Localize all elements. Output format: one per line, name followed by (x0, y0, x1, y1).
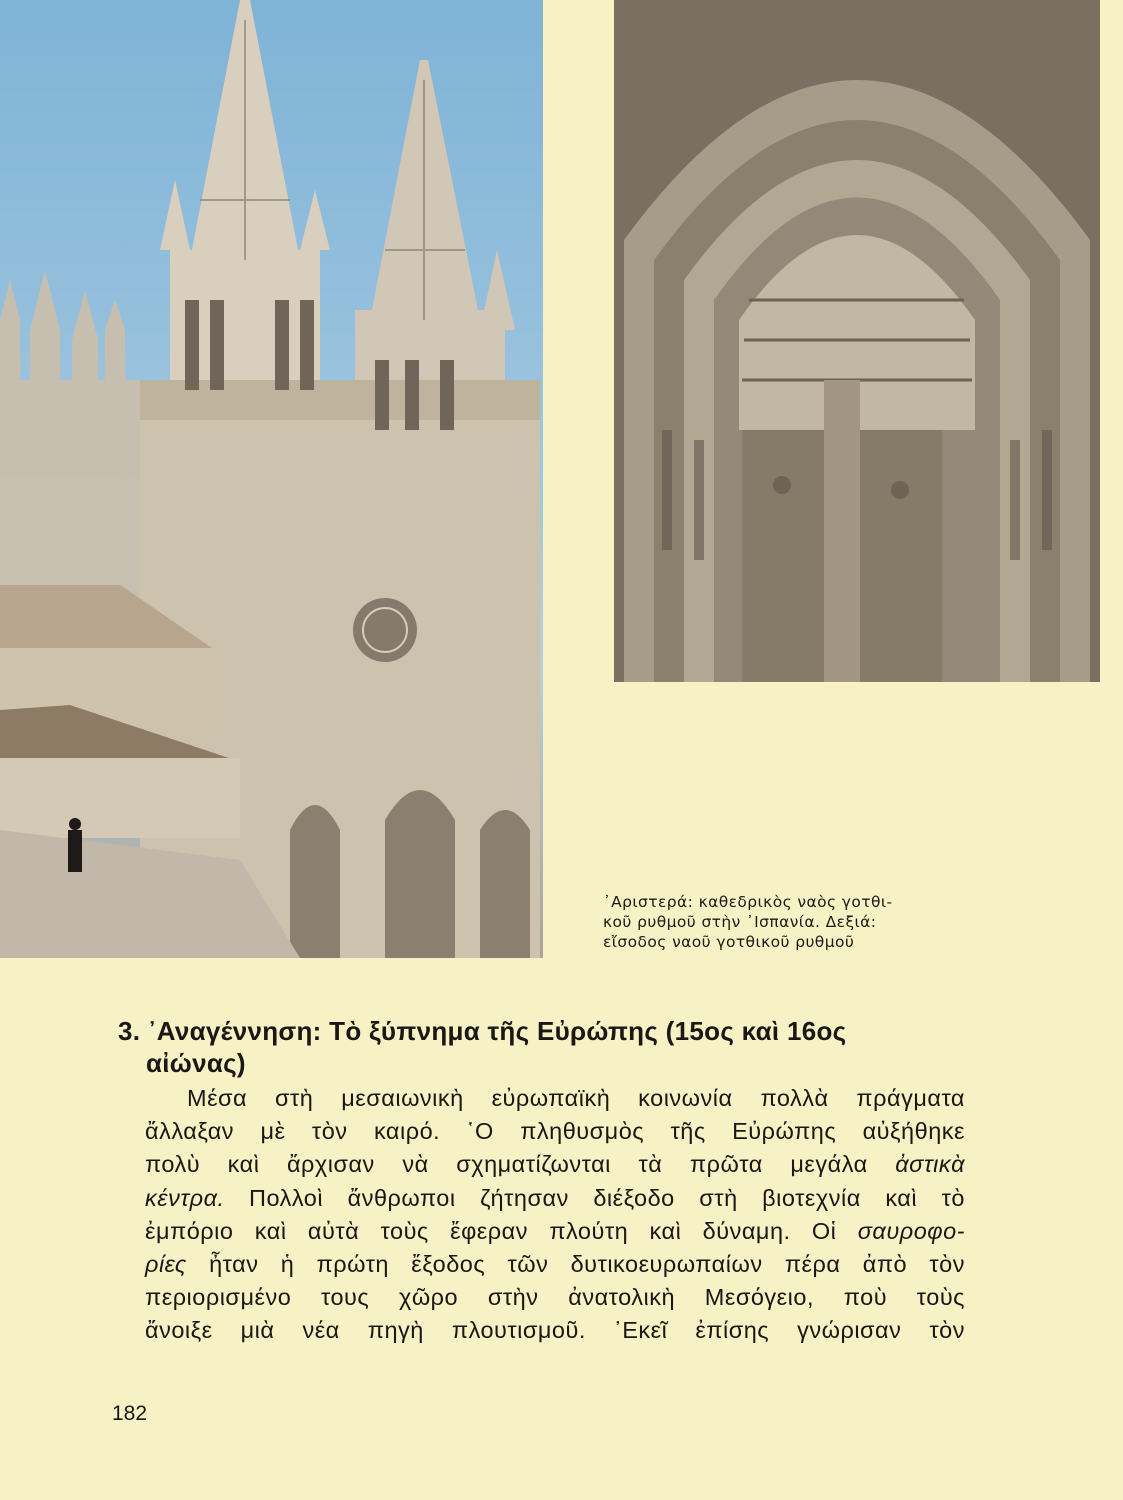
cathedral-photo (0, 0, 543, 958)
body-text-run: ἦταν ἡ πρώτη ἔξοδος τῶν δυτικοευρωπαίων πέρα ἀπὸ τὸν (186, 1251, 965, 1278)
body-line: ἄλλαξαν μὲ τὸν καιρό. ῾Ο πληθυσμὸς τῆς Εὐρώπης αὐξήθηκε (145, 1118, 965, 1145)
body-text-run: πολὺ καὶ ἄρχισαν νὰ σχηματίζωνται τὰ πρῶτα μεγάλα (145, 1151, 868, 1178)
body-text-run: Πολλοὶ ἄνθρωποι ζήτησαν διέξοδο στὴ βιοτεχνία καὶ τὸ (224, 1184, 965, 1211)
cathedral-illustration (0, 0, 543, 958)
body-text-run: ἐμπόριο καὶ αὐτὰ τοὺς ἔφεραν πλούτη καὶ δύναμη. Οἱ (145, 1217, 837, 1244)
caption-line: εἴσοδος ναοῦ γοτθικοῦ ρυθμοῦ (603, 933, 855, 951)
body-line (145, 1182, 965, 1215)
body-line (145, 1148, 965, 1181)
body-line: ἄνοιξε μιὰ νέα πηγὴ πλουτισμοῦ. ᾿Εκεῖ ἐπίσης γνώρισαν τὸν (145, 1317, 965, 1344)
heading-line-2: αἰώνας) (146, 1048, 246, 1078)
body-line (145, 1215, 965, 1248)
heading-line-1: 3. ᾿Αναγέννηση: Τὸ ξύπνημα τῆς Εὐρώπης (15ος καὶ 16ος (118, 1016, 847, 1046)
portal-illustration (614, 0, 1100, 682)
italic-term: σαυροφο- (857, 1217, 965, 1244)
caption-line: κοῦ ρυθμοῦ στὴν ᾿Ισπανία. Δεξιά: (603, 913, 877, 931)
body-line: περιορισμένο τους χῶρο στὴν ἀνατολικὴ Μεσόγειο, ποὺ τοὺς (145, 1284, 965, 1311)
italic-term: κέντρα. (145, 1184, 225, 1211)
italic-term: ἀστικὰ (895, 1151, 965, 1178)
body-paragraph (145, 1082, 965, 1348)
italic-term: ρίες (145, 1251, 187, 1278)
portal-photo (614, 0, 1100, 682)
section-heading (118, 1015, 978, 1079)
body-line: Μέσα στὴ μεσαιωνικὴ εὐρωπαϊκὴ κοινωνία πολλὰ πράγματα (187, 1085, 965, 1111)
photo-caption (603, 892, 963, 952)
caption-line: ᾿Αριστερά: καθεδρικὸς ναὸς γοτθι- (603, 893, 893, 911)
page-number: 182 (112, 1402, 148, 1425)
body-line (145, 1248, 965, 1281)
